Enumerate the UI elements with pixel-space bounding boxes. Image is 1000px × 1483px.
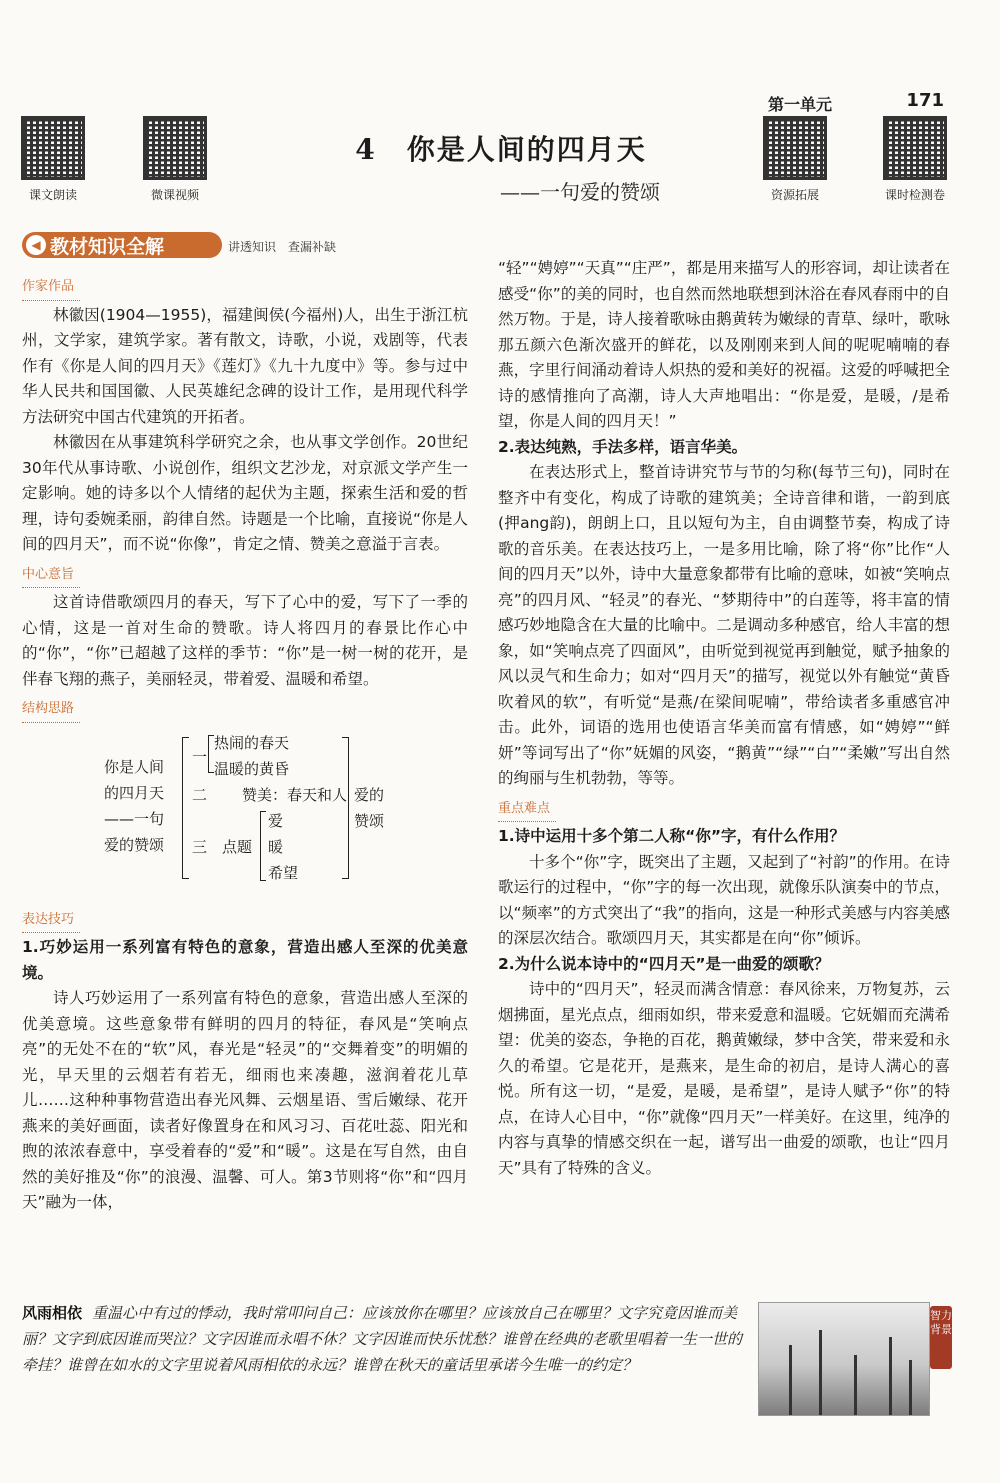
author-paragraph-1: 林徽因(1904—1955)，福建闽侯(今福州)人，出生于浙江杭州，文学家，建筑学家。著有散文，诗歌，小说，戏剧等，代表作有《你是人间的四月天》《莲灯》《九十九度中》等。参与过中华人民共和国国徽、人民英雄纪念碑的设计工作，是用现代科学方法研究中国古代建筑的开拓者。 <box>22 305 468 426</box>
part-one-item-2: 温暖的黄昏 <box>214 759 290 778</box>
left-column <box>22 270 468 1216</box>
snow-landscape-photo <box>758 1302 930 1416</box>
section-banner <box>22 232 222 258</box>
part-three-item-2: 暖 <box>268 837 284 856</box>
qr-label: 课时检测卷 <box>884 188 945 202</box>
author-heading: 作家作品 <box>22 274 80 301</box>
speaker-icon: ◀ <box>26 235 46 255</box>
brace-three <box>260 811 266 881</box>
page-number: 171 <box>906 90 944 111</box>
qr-code-icon <box>763 116 827 180</box>
closing-brace <box>342 737 349 879</box>
part-three-item-3: 希望 <box>268 863 299 882</box>
qr-video[interactable] <box>132 116 218 203</box>
theme-heading: 中心意旨 <box>22 562 80 589</box>
part-one-item-1: 热闹的春天 <box>214 733 290 752</box>
lesson-title: 4 你是人间的四月天 <box>355 133 647 166</box>
theme-paragraph: 这首诗借歌颂四月的春天，写下了心中的爱，写下了一季的心情，这是一首对生命的赞歌。诗人将四月的春景比作心中的“你”，“你”已超越了这样的季节：“你”是一树一树的花开，是伴春飞翔的燕子，美丽轻灵，带着爱、温暖和希望。 <box>22 593 468 688</box>
structure-result-2: 赞颂 <box>354 811 385 830</box>
qr-code-icon <box>883 116 947 180</box>
author-paragraph-2: 林徽因在从事建筑科学研究之余，也从事文学创作。20世纪30年代从事诗歌、小说创作，组织文艺沙龙，对京派文学产生一定影响。她的诗多以个人情绪的起伏为主题，探索生活和爱的哲理，诗句委婉柔丽，韵律自然。诗题是一个比喻，直接说“你是人间的四月天”，而不说“你像”，肯定之情、赞美之意溢于言表。 <box>22 433 468 553</box>
unit-label: 第一单元 <box>767 95 832 114</box>
key-question-1: 1.诗中运用十多个第二人称“你”字，有什么作用？ <box>498 827 846 845</box>
part-three-num: 三 <box>192 837 208 856</box>
skill-heading: 表达技巧 <box>22 907 80 934</box>
background-stamp: 智力背景 <box>930 1306 952 1369</box>
structure-heading: 结构思路 <box>22 696 80 723</box>
qr-code-icon <box>21 116 85 180</box>
lesson-subtitle: ——一句爱的赞颂 <box>500 180 660 204</box>
key-points-heading: 重点难点 <box>498 796 556 823</box>
part-one-num: 一 <box>192 747 208 766</box>
structure-root-4: 爱的赞颂 <box>104 835 165 854</box>
qr-label: 资源拓展 <box>770 188 819 202</box>
part-three-item-1: 爱 <box>268 811 284 830</box>
skill-paragraph-1: 诗人巧妙运用了一系列富有特色的意象，营造出感人至深的优美意境。这些意象带有鲜明的四月的特征，春风是“笑响点亮”的无处不在的“软”风，春光是“轻灵”的“交舞着变”的明媚的光，早天里的云烟若有若无，细雨也来凑趣，滋润着花儿草儿……这种种事物营造出春光风舞、云烟星语、雪后嫩绿、花开燕来的美好画面，读者好像置身在和风习习、百花吐蕊、阳光和煦的浓浓春意中，享受着春的“爱”和“暖”。这是在写自然，由自然的美好推及“你”的浪漫、温馨、可人。第3节则将“你”和“四月天”融为一体， <box>22 989 468 1211</box>
key-answer-2: 诗中的“四月天”，轻灵而满含情意：春风徐来，万物复苏，云烟拂面，星光点点，细雨如织，带来爱意和温暖。它妩媚而充满希望：优美的姿态，争艳的百花，鹅黄嫩绿，梦中含笑，带来爱和永久的希望。它是花开，是燕来，是生命的初启，是诗人满心的喜悦。所有这一切，“是爱，是暖，是希望”，是诗人赋予“你”的特点，在诗人心目中，“你”就像“四月天”一样美好。在这里，纯净的内容与真挚的情感交织在一起，谱写出一曲爱的颂歌，也让“四月天”具有了特殊的含义。 <box>498 980 950 1177</box>
section-subtitle: 讲透知识 查漏补缺 <box>228 240 337 254</box>
structure-diagram <box>22 731 468 899</box>
skill-paragraph-2: 在表达形式上，整首诗讲究节与节的匀称(每节三句)，同时在整齐中有变化，构成了诗歌的建筑美；全诗音律和谐，一韵到底(押ang韵)，朗朗上口，且以短句为主，自由调整节奏，构成了诗歌的音乐美。在表达技巧上，一是多用比喻，除了将“你”比作“人间的四月天”以外，诗中大量意象都带有比喻的意味，如被“笑响点亮”的四月风、“轻灵”的春光、“梦期待中”的白莲等，将丰富的情感巧妙地隐含在大量的比喻中。二是调动多种感官，给人丰富的想象，如“笑响点亮了四面风”，由听觉到视觉再到触觉，赋予抽象的风以灵气和生命力；如对“四月天”的描写，视觉以外有触觉“黄昏吹着风的软”，有听觉“是燕/在梁间呢喃”，带给读者多重感官冲击。此外，词语的选用也使语言华美而富有情感，如“娉婷”“鲜妍”等词写出了“你”妩媚的风姿，“鹅黄”“绿”“白”“柔嫩”写出自然的绚丽与生机勃勃，等等。 <box>498 463 950 787</box>
footer-note <box>22 1300 742 1378</box>
part-three-text: 点题 <box>222 837 253 856</box>
right-column <box>498 256 950 1181</box>
section-banner-text: 教材知识全解 <box>50 235 165 258</box>
outer-brace <box>182 737 189 879</box>
part-two-text: 赞美：春天和人 <box>242 785 348 804</box>
skill-question-1: 1.巧妙运用一系列富有特色的意象，营造出感人至深的优美意境。 <box>22 938 468 982</box>
qr-resources[interactable] <box>752 116 838 203</box>
structure-root-2: 的四月天 <box>104 783 165 802</box>
qr-label: 课文朗读 <box>28 188 77 202</box>
part-two-num: 二 <box>192 785 208 804</box>
structure-result-1: 爱的 <box>354 785 385 804</box>
structure-root-3: ——一句 <box>104 809 165 828</box>
footer-text: 重温心中有过的悸动，我时常叩问自己：应该放你在哪里？应该放自己在哪里？文字究竟因谁而美丽？文字到底因谁而哭泣？文字因谁而永唱不休？文字因谁而快乐忧愁？谁曾在经典的老歌里唱着一生一世的牵挂？谁曾在如水的文字里说着风雨相依的永远？谁曾在秋天的童话里承诺今生唯一的约定？ <box>22 1304 743 1374</box>
qr-reading[interactable] <box>10 116 96 203</box>
skill-paragraph-1-cont: “轻”“娉婷”“天真”“庄严”，都是用来描写人的形容词，却让读者在感受“你”的美的同时，也自然而然地联想到沐浴在春风春雨中的自然万物。于是，诗人接着歌咏由鹅黄转为嫩绿的青草、绿叶，歌咏那五颜六色渐次盛开的鲜花，以及刚刚来到人间的呢呢喃喃的春燕，字里行间涌动着诗人炽热的爱和美好的祝福。这爱的呼喊把全诗的感情推向了高潮，诗人大声地唱出：“你是爱，是暖，/是希望，你是人间的四月天！” <box>498 259 950 430</box>
skill-question-2: 2.表达纯熟，手法多样，语言华美。 <box>498 437 748 456</box>
footer-label: 风雨相依 <box>22 1304 83 1322</box>
structure-root-1: 你是人间 <box>104 757 165 776</box>
key-answer-1: 十多个“你”字，既突出了主题，又起到了“衬韵”的作用。在诗歌运行的过程中，“你”字的每一次出现，就像乐队演奏中的节点，以“频率”的方式突出了“我”的指向，这是一种形式美感与内容美感的深层次结合。歌颂四月天，其实都是在向“你”倾诉。 <box>498 852 950 947</box>
qr-test[interactable] <box>872 116 958 203</box>
key-question-2: 2.为什么说本诗中的“四月天”是一曲爱的颂歌？ <box>498 954 830 973</box>
qr-code-icon <box>143 116 207 180</box>
qr-label: 微课视频 <box>150 188 199 202</box>
